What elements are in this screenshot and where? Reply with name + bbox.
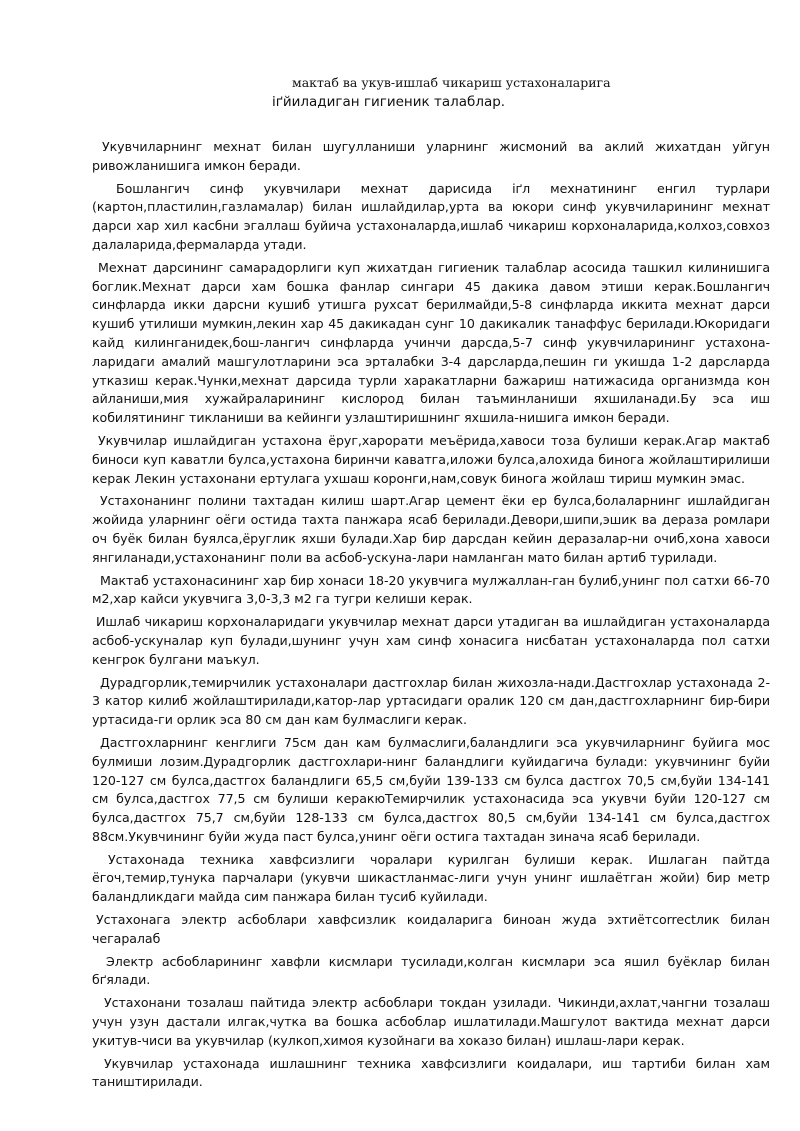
paragraph: Мехнат дарсининг самарадорлиги куп жихатдан гигиеник талаблар асосида ташкил килинишига боглик.Мехнат дарси хам бошка фанлар сингари 45 дакика давом этиши керак.Бошлангич синфларда икки дарсни кушиб утишга рухсат берилмайди,5-8 синфларда иккита мехнат дарси кушиб утилиши мумкин,лекин хар 45 дакикадан сунг 10 дакикалик танаффус берилади.Юкоридаги кайд килинганидек,бош-лангич синфларда учинчи дарсда,5-7 синф укувчиларининг устахона-ларидаги амалий машгулотларини эса эрталабки 3-4 дарсларда,пешин ги укишда 1-2 дарсларда утказиш керак.Чунки,мехнат дарсида турли харакатларни бажариш натижасида организмда кон айланиши,мия хужайраларининг кислород билан таъминланиши яхшиланади.Бу эса иш кобилятининг тикланиши ва кейинги узлаштиришнинг яхшила-нишига имкон беради.	[92, 259, 770, 426]
paragraph: Дастгохларнинг кенглиги 75см дан кам булмаслиги,баландлиги эса укувчиларнинг буйига мос булмиши лозим.Дурадгорлик дастгохлари-нинг баландлиги куйидагича булади: укувчининг буйи 120-127 см булса,дастгох баландлиги 65,5 см,буйи 139-133 см булса дастгох 70,5 см,буйи 134-141 см булса,дастгох 77,5 см булиши керакюТемирчилик устахонасида эса укувчи буйи 120-127 см булса,дастгох 75,7 см,буйи 128-133 см булса,дастгох 80,5 см,буйи 134-141 см булса,дастгох 88см.Укувчининг буйи жуда паст булса,унинг оёги остига тахтадан зинача ясаб берилади.	[92, 734, 770, 844]
paragraph: Укувчиларнинг мехнат билан шугулланиши уларнинг жисмоний ва аклий жихатдан уйгун ривожланишига имкон беради.	[92, 139, 770, 173]
title-line-1: мактаб ва укув-ишлаб чикариш устахоналарига	[292, 75, 611, 90]
paragraph: Устахонада техника хавфсизлиги чоралари курилган булиши керак. Ишлаган пайтда ёгоч,темир,тунука парчалари (укувчи шикастланмас-лиги учун унинг ишлаётган жойи) бир метр баландликдаги майда сим панжара билан тусиб куйилади.	[92, 851, 770, 905]
paragraph: Мактаб устахонасининг хар бир хонаси 18-20 укувчига мулжаллан-ган булиб,унинг пол сатхи 66-70 м2,хар кайси укувчига 3,0-3,3 м2 га тугри келиши керак.	[92, 572, 770, 607]
paragraph: Укувчилар ишлайдиган устахона ёруг,харорати меъёрида,хавоси тоза булиши керак.Агар мактаб биноси куп каватли булса,устахона биринчи каватга,иложи булса,алохида бинога жойлаштирилиши керак Лекин устахонани ертулага ухшаш коронги,нам,совук бинога жойлаш тириш мумкин эмас.	[92, 432, 770, 486]
paragraph: Устахонанинг полини тахтадан килиш шарт.Агар цемент ёки ер булса,болаларнинг ишлайдиган жойида уларнинг оёги остида тахта панжара ясаб берилади.Девори,шипи,эшик ва дераза ромлари оч буёк билан буялса,ёруглик яхши булади.Хар бир дарсдан кейин деразалар-ни очиб,хона хавоси янгиланади,устахонанинг поли ва асбоб-ускуна-лари намланган мато билан артиб турилади.	[92, 493, 770, 565]
paragraph: Электр асбобларининг хавфли кисмлари тусилади,колган кисмлари эса яшил буёклар билан бґялади.	[92, 953, 770, 988]
document-page	[92, 74, 770, 1096]
paragraph: Устахонани тозалаш пайтида электр асбоблари токдан узилади. Чикинди,ахлат,чангни тозалаш учун узун дастали илгак,чутка ва бошка асбоблар ишлатилади.Машгулот вактида мехнат дарси укитув-чиси ва укувчилар (кулкоп,химоя кузойнаги ва хоказо билан) ишлаш-лари керак.	[92, 995, 770, 1048]
paragraph: Укувчилар устахонада ишлашнинг техника хавфсизлиги коидалари, иш тартиби билан хам таништирилади.	[92, 1055, 770, 1090]
body-text	[92, 138, 770, 1092]
paragraph: Дурадгорлик,темирчилик устахоналари дастгохлар билан жихозла-нади.Дастгохлар устахонада 2-3 катор килиб жойлаштирилади,катор-лар уртасидаги оралик 120 см дан,дастгохларнинг бир-бири уртасида-ги орлик эса 80 см дан кам булмаслиги керак.	[92, 674, 770, 728]
paragraph: Ишлаб чикариш корхоналаридаги укувчилар мехнат дарси утадиган ва ишлайдиган устахоналарда асбоб-ускуналар куп булади,шунинг учун хам синф хонасига нисбатан устахоналарда пол сатхи кенгрок булгани маъкул.	[92, 614, 770, 667]
paragraph: Бошлангич синф укувчилари мехнат дарисида іґл мехнатининг енгил турлари (картон,пластилин,газламалар) билан ишлайдилар,урта ва юкори синф укувчиларининг мехнат дарси хар хил касбни эгаллаш буйича устахоналарда,ишлаб чикариш корхоналарида,колхоз,совхоз далаларида,фермаларда утади.	[92, 180, 770, 252]
title-line-2: іґйиладиган гигиеник талаблар.	[272, 94, 506, 110]
paragraph: Устахонага электр асбоблари хавфсизлик коидаларига биноан жуда эхтиётcorrectлик билан чегаралаб	[92, 912, 770, 946]
